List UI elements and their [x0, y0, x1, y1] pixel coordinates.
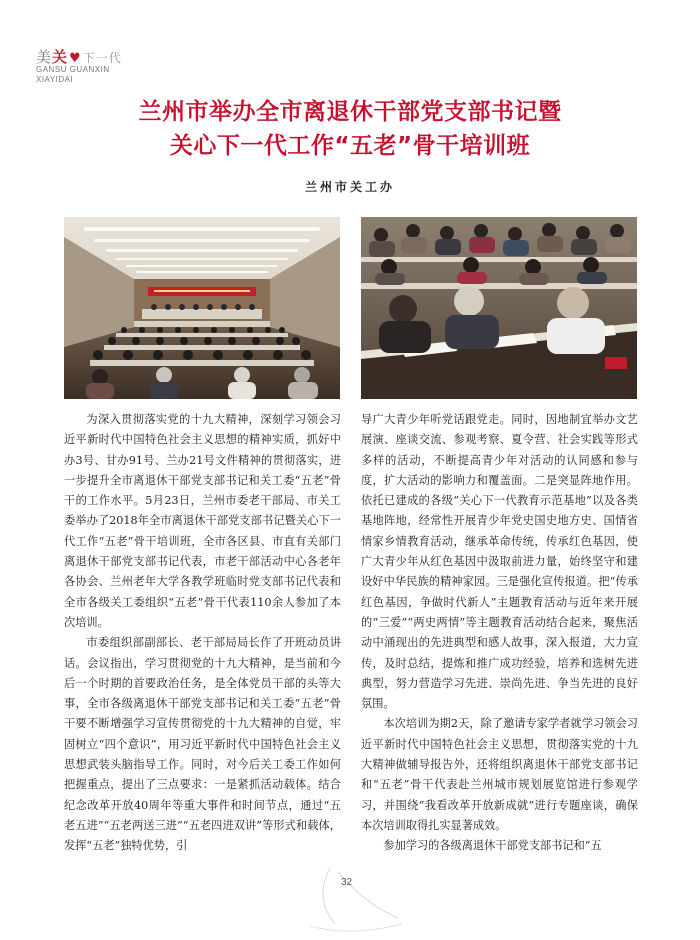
article-body-left-column [64, 410, 341, 857]
article-paragraph: 市委组织部副部长、老干部局局长作了开班动员讲话。会议指出，学习贯彻党的十九大精神，是当前和今后一个时期的首要政治任务，是全体党员干部的头等大事，全市各级离退休干部党支部书记和关工委“五老”骨干要不断增强学习宣传贯彻党的十九大精神的自觉，牢固树立“四个意识”，用习近平新时代中国特色社会主义思想武装头脑指导工作。同时，对今后关工委工作如何把握重点，提出了三点要求：一是紧抓活动载体。结合纪念改革开放40周年等重大事件和时间节点，通过“五老五进”“五老两送三进”“五老四进双讲”等形式和载体，发挥“五老”独特优势，引 [64, 636, 341, 853]
masthead-title-part2: 关 [52, 48, 69, 66]
conference-hall-photo [64, 217, 340, 399]
page-number: 32 [341, 877, 353, 888]
article-title-line1: 兰州市举办全市离退休干部党支部书记暨 [138, 99, 562, 125]
article-paragraph: 为深入贯彻落实党的十九大精神，深刻学习领会习近平新时代中国特色社会主义思想的精神实质，抓好中办3号、甘办91号、兰办21号文件精神的贯彻落实，进一步提升全市离退休干部党支部书记和关工委“五老”骨干的工作水平。5月23日，兰州市委老干部局、市关工委举办了2018年全市离退休干部党支部书记暨关心下一代工作“五老”骨干培训班，全市各区县、市直有关部门离退休干部党支部书记代表，市老干部活动中心各老年各协会、兰州老年大学各教学班临时党支部书记代表和全市各级关工委组织“五老”骨干代表110余人参加了本次培训。 [64, 413, 341, 629]
masthead-title [36, 46, 122, 67]
article-paragraph: 本次培训为期2天，除了邀请专家学者就学习领会习近平新时代中国特色社会主义思想，贯彻落实党的十九大精神做辅导报告外，还将组织离退休干部党支部书记和“五老”骨干代表赴兰州城市规划展览馆进行参观学习，并围绕“我看改革开放新成就”进行专题座谈，确保本次培训取得扎实显著成效。 [361, 717, 638, 832]
article-body-right-column [361, 410, 638, 857]
participants-photo [361, 217, 637, 399]
masthead-title-part1: 美 [36, 48, 53, 66]
article-title-line2: 关心下一代工作“五老”骨干培训班 [169, 133, 531, 159]
masthead-subtitle-line2: XIAYIDAI [36, 75, 74, 84]
article-paragraph: 参加学习的各级离退休干部党支部书记和“五 [383, 839, 602, 853]
heart-icon: ♥ [69, 51, 82, 66]
masthead-subtitle-line1: GANSU GUANXIN [36, 65, 110, 74]
article-byline: 兰州市关工办 [304, 180, 395, 194]
masthead-title-part3: 下一代 [82, 51, 122, 65]
article-paragraph: 导广大青少年听党话跟党走。同时，因地制宜举办文艺展演、座谈交流、参观考察、夏令营、社会实践等形式多样的活动，不断提高青少年对活动的认同感和参与度，扩大活动的影响力和覆盖面。二是突显阵地作用。依托已建成的各级“关心下一代教育示范基地”以及各类基地阵地，经常性开展青少年党史国史地方史、国情省情家乡情教育活动，继承革命传统，传承红色基因，使广大青少年从红色基因中汲取前进力量，始终坚守和建设好中华民族的精神家园。三是强化宣传报道。把“传承红色基因，争做时代新人”主题教育活动与近年来开展的“三爱”“两史两情”等主题教育活动结合起来，聚焦活动中涌现出的先进典型和感人故事，深入报道，大力宣传，及时总结，提炼和推广成功经验，培养和选树先进典型，努力营造学习先进、崇尚先进、争当先进的良好氛围。 [361, 413, 638, 711]
